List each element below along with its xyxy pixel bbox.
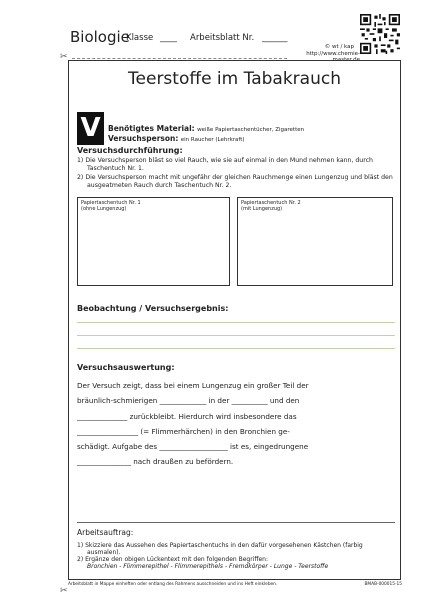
klasse-label: Klasse bbox=[126, 33, 154, 43]
writing-line[interactable] bbox=[77, 322, 395, 323]
subject-label: Biologie bbox=[70, 28, 130, 46]
worksheet-title: Teerstoffe im Tabakrauch bbox=[128, 69, 341, 89]
procedure-heading: Versuchsdurchführung: bbox=[77, 146, 183, 155]
cloze-line: schädigt. Aufgabe des ___________________ ist es, eingedrungene bbox=[77, 442, 309, 452]
website-url: http://www.chemie-master.de bbox=[306, 51, 360, 63]
observation-heading: Beobachtung / Versuchsergebnis: bbox=[77, 304, 229, 313]
writing-line[interactable] bbox=[77, 348, 395, 349]
procedure-step: 1) Die Versuchsperson bläst so viel Rauch, wie sie auf einmal in den Mund nehmen kann, durch Taschentuch Nr. 1. bbox=[77, 157, 373, 172]
procedure-steps bbox=[77, 157, 395, 191]
writing-line[interactable] bbox=[77, 335, 395, 336]
task-heading: Arbeitsauftrag: bbox=[77, 528, 134, 537]
cloze-line: _______________ nach draußen zu befördern. bbox=[77, 457, 234, 467]
scissors-icon: ✂ bbox=[60, 52, 68, 62]
task-item: 2) Ergänze den obigen Lückentext mit den folgenden Begriffen: bbox=[77, 556, 269, 563]
sketch-box-sublabel: (mit Lungenzug) bbox=[241, 206, 283, 212]
material-row bbox=[108, 124, 304, 133]
cloze-text bbox=[77, 378, 395, 470]
divider bbox=[77, 522, 395, 523]
arbeitsblatt-label: Arbeitsblatt Nr. bbox=[190, 33, 255, 43]
evaluation-heading: Versuchsauswertung: bbox=[77, 363, 175, 372]
cloze-line: ______________ zurückbleibt. Hierdurch wird insbesondere das bbox=[77, 411, 297, 421]
task-item: 1) Skizziere das Aussehen des Papiertaschentuchs in den dafür vorgesehenen Kästchen (farbig ausmalen). bbox=[77, 542, 363, 556]
task-list bbox=[77, 542, 395, 570]
experiment-letter-badge: V bbox=[77, 112, 104, 145]
sketch-box-label: Papiertaschentuch Nr. 1 bbox=[81, 200, 141, 206]
klasse-blank: ____ bbox=[160, 33, 177, 43]
footer-instructions: Arbeitsblatt in Mappe einheften oder entlang des Rahmens ausschneiden und ins Heft einkleben. bbox=[68, 582, 278, 587]
copyright-credit: © wt / kap bbox=[324, 44, 354, 50]
material-label: Benötigtes Material: bbox=[108, 124, 195, 133]
material-text: weiße Papiertaschentücher, Zigaretten bbox=[197, 127, 305, 133]
cut-line-top bbox=[72, 58, 287, 59]
arbeitsblatt-blank: ______ bbox=[262, 33, 288, 43]
scissors-icon: ✂ bbox=[60, 586, 68, 596]
cloze-line: bräunlich-schmierigen _____________ in der __________ und den bbox=[77, 396, 300, 406]
footer-code: BMAB-000015-15 bbox=[364, 582, 402, 587]
sketch-box-sublabel: (ohne Lungenzug) bbox=[81, 206, 127, 212]
sketch-box-1[interactable] bbox=[77, 197, 230, 286]
person-text: ein Raucher (Lehrkraft) bbox=[180, 137, 245, 143]
sketch-box-label: Papiertaschentuch Nr. 2 bbox=[241, 200, 301, 206]
person-label: Versuchsperson: bbox=[108, 134, 179, 143]
sketch-box-2[interactable] bbox=[237, 197, 393, 286]
procedure-step: 2) Die Versuchsperson macht mit ungefähr der gleichen Rauchmenge einen Lungenzug und bläst den ausgeatmeten Rauch durch Taschentuch Nr. 2. bbox=[77, 174, 393, 189]
person-row bbox=[108, 134, 245, 143]
qr-code-icon bbox=[360, 14, 400, 54]
cloze-line: _________________ (= Flimmerhärchen) in den Bronchien ge- bbox=[77, 426, 290, 436]
cloze-line: Der Versuch zeigt, dass bei einem Lungenzug ein großer Teil der bbox=[77, 381, 309, 390]
task-terms: Bronchien - Flimmerepithel - Flimmerepithels - Fremdkörper - Lunge - Teerstoffe bbox=[87, 563, 329, 570]
